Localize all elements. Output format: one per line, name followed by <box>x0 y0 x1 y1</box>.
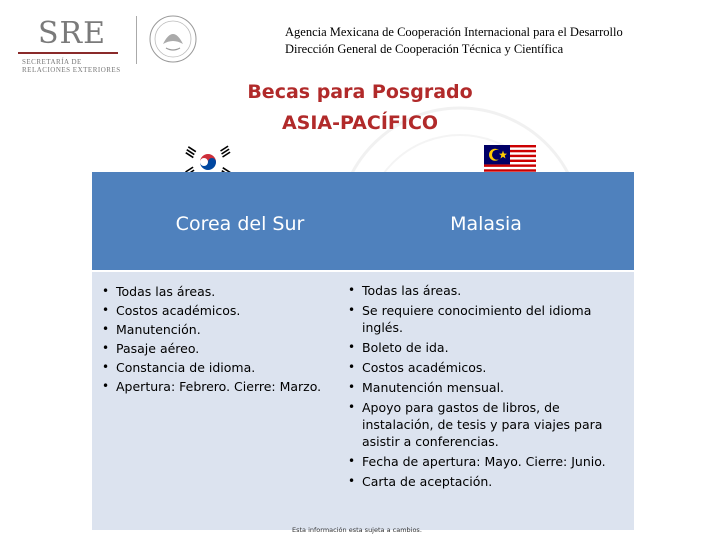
page-subtitle: ASIA-PACÍFICO <box>281 112 439 134</box>
list-item: • Se requiere conocimiento del idioma inglés. <box>348 302 624 336</box>
list-item: • Todas las áreas. <box>348 282 624 299</box>
country-header: Malasia <box>338 172 634 272</box>
list-item: • Manutención mensual. <box>348 379 624 396</box>
list-item: • Costos académicos. <box>102 301 378 320</box>
list-item: • Boleto de ida. <box>348 339 624 356</box>
country-body <box>338 272 634 530</box>
country-column-malaysia <box>338 172 634 530</box>
list-item: • Pasaje aéreo. <box>102 339 378 358</box>
page-title: Becas para Posgrado <box>247 81 473 103</box>
logo-separator <box>136 16 137 64</box>
logo-divider-line <box>18 52 118 54</box>
disclaimer-note: Esta información esta sujeta a cambios. <box>292 526 422 534</box>
mexico-seal-icon <box>148 14 198 64</box>
list-item: • Constancia de idioma. <box>102 358 378 377</box>
logo-subtitle-line2: RELACIONES EXTERIORES <box>22 66 121 74</box>
country-header: Corea del Sur <box>92 172 388 272</box>
list-item: • Todas las áreas. <box>102 282 378 301</box>
logo-subtitle <box>22 58 121 74</box>
list-item: • Apoyo para gastos de libros, de instalación, de tesis y para viajes para asistir a conferencias. <box>348 399 624 450</box>
agency-text <box>285 24 623 58</box>
benefits-list <box>102 282 378 396</box>
list-item: • Manutención. <box>102 320 378 339</box>
list-item: • Apertura: Febrero. Cierre: Marzo. <box>102 377 378 396</box>
list-item: • Costos académicos. <box>348 359 624 376</box>
list-item: • Carta de aceptación. <box>348 473 624 490</box>
logo-subtitle-line1: SECRETARÍA DE <box>22 58 82 66</box>
list-item: • Fecha de apertura: Mayo. Cierre: Junio. <box>348 453 624 470</box>
agency-line2: Dirección General de Cooperación Técnica y Científica <box>285 42 564 56</box>
benefits-list <box>348 282 624 490</box>
agency-line1: Agencia Mexicana de Cooperación Internacional para el Desarrollo <box>285 25 623 39</box>
sre-logo <box>8 14 278 74</box>
sre-logo-text: SRE <box>38 16 107 51</box>
